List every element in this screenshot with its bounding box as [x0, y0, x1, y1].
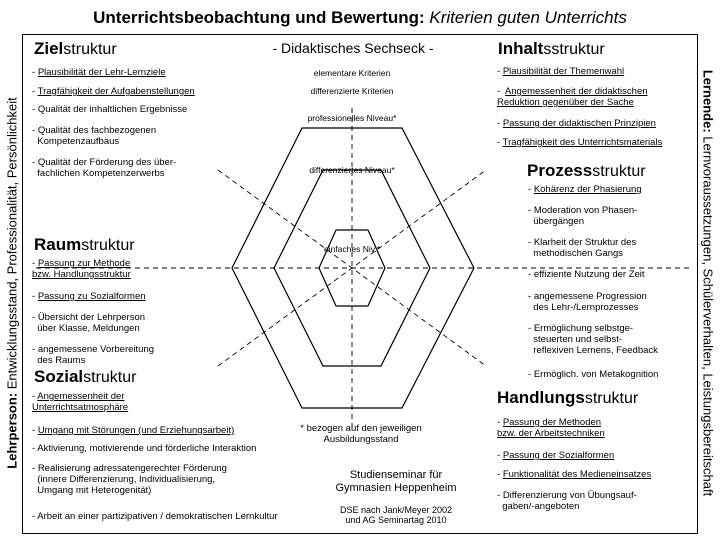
ziel-item: - Tragfähigkeit der Aufgabenstellungen	[32, 86, 195, 97]
level-label-3: professionelles Niveau*	[307, 113, 397, 123]
ziel-item: - Plausibilität der Lehr-Lernziele	[32, 67, 166, 78]
prozess-item: - Ermöglich. von Metakognition	[528, 369, 659, 380]
prozess-item: - Klarheit der Struktur des methodischen Gangs	[528, 237, 637, 259]
ziel-item: - Qualität der inhaltlichen Ergebnisse	[32, 104, 188, 115]
side-right-bold: Lernende:	[700, 69, 716, 133]
footnote-seminar: Studienseminar für Gymnasien Heppenheim	[335, 469, 457, 494]
raum-item: - Passung zur Methode bzw. Handlungsstruktur	[32, 258, 131, 280]
inhalt-item: - Plausibilität der Themenwahl	[497, 66, 625, 77]
handlung-item: - Differenzierung von Übungsauf- gaben/-angeboten	[497, 490, 637, 512]
side-left-text: Entwicklungsstand, Professionalität, Persönlichkeit	[4, 97, 20, 390]
inhalt-heading: Inhaltsstruktur	[498, 39, 605, 58]
inhalt-item: - Angemessenheit der didaktischen Reduktion gegenüber der Sache	[497, 86, 648, 108]
inhalt-item: - Passung der didaktischen Prinzipien	[497, 118, 656, 129]
title-italic: Kriterien guten Unterrichts	[429, 8, 627, 27]
sozial-item: - Aktivierung, motivierende und förderliche Interaktion	[32, 443, 257, 454]
level-label-5: einfaches Niv.*	[323, 244, 381, 254]
raum-item: - angemessene Vorbereitung des Raums	[32, 344, 155, 366]
ziel-heading: Zielstruktur	[34, 39, 117, 58]
side-right-text: Lernvoraussetzungen, Schülerverhalten, Leistungsbereitschaft	[700, 136, 716, 497]
title-bold: Unterrichtsbeobachtung und Bewertung:	[93, 8, 425, 27]
ziel-item: - Qualität der Förderung des über- fachlichen Kompetenzerwerbs	[32, 157, 177, 179]
sozial-item: - Realisierung adressatengerechter Förderung (innere Differenzierung, Individualisierung, Umgang mit Heterogenität)	[32, 463, 227, 496]
sozial-item: - Arbeit an einer partizipativen / demokratischen Lernkultur	[32, 511, 278, 522]
handlung-heading: Handlungsstruktur	[497, 388, 639, 407]
sozial-heading: Sozialstruktur	[34, 367, 137, 386]
footnote-credit: DSE nach Jank/Meyer 2002 und AG Seminartag 2010	[339, 505, 453, 525]
hexagon-title: - Didaktisches Sechseck -	[272, 40, 434, 56]
handlung-item: - Passung der Sozialformen	[497, 450, 615, 461]
footnote-asterisk: * bezogen auf den jeweiligen Ausbildungsstand	[300, 423, 422, 445]
raum-item: - Übersicht der Lehrperson über Klasse, Meldungen	[32, 312, 146, 334]
handlung-item: - Funktionalität des Medieneinsatzes	[497, 469, 652, 480]
raum-heading: Raumstruktur	[34, 235, 135, 254]
prozess-item: - effiziente Nutzung der Zeit	[528, 269, 645, 280]
prozess-item: - Ermöglichung selbstge- steuerten und selbst- reflexiven Lernens, Feedback	[528, 323, 658, 356]
level-label-1: elementare Kriterien	[313, 68, 391, 78]
ziel-item: - Qualität des fachbezogenen Kompetenzaufbaus	[32, 125, 157, 147]
inhalt-item: - Tragfähigkeit des Unterrichtsmaterials	[497, 137, 663, 148]
level-label-4: differenziertes Niveau*	[309, 165, 395, 175]
raum-item: - Passung zu Sozialformen	[32, 291, 146, 302]
prozess-heading: Prozessstruktur	[527, 161, 646, 180]
prozess-item: - angemessene Progression des Lehr-/Lernprozesses	[528, 291, 647, 313]
prozess-item: - Kohärenz der Phasierung	[528, 184, 642, 195]
level-label-2: differenzierte Kriterien	[310, 86, 394, 96]
sozial-item: - Umgang mit Störungen (und Erziehungsarbeit)	[32, 425, 235, 436]
prozess-item: - Moderation von Phasen- übergängen	[528, 205, 638, 227]
handlung-item: - Passung der Methoden bzw. der Arbeitstechniken	[497, 417, 605, 439]
sozial-item: - Angemessenheit der Unterrichtsatmosphäre	[32, 391, 129, 413]
side-left-bold: Lehrperson:	[4, 392, 20, 469]
